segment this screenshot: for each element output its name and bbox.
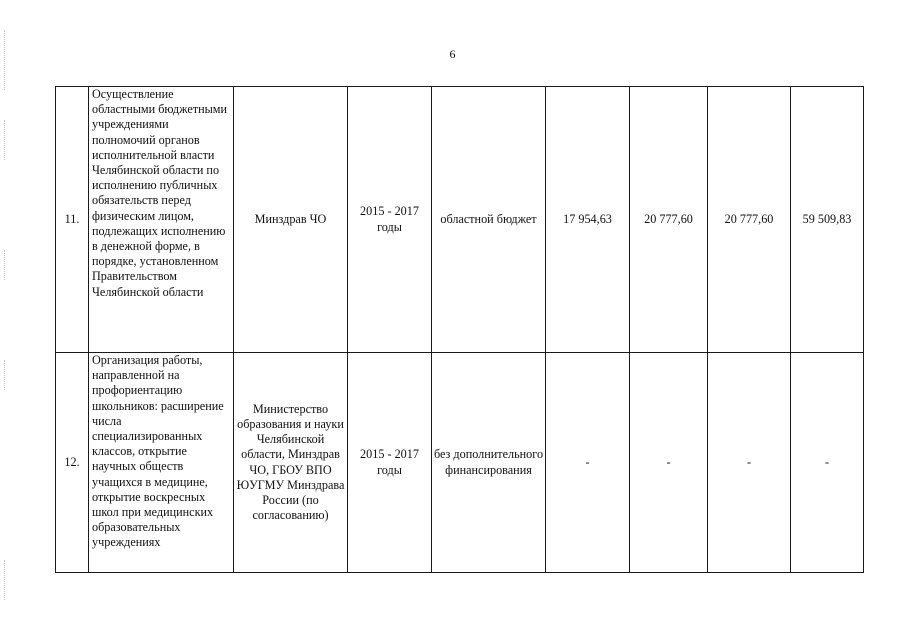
program-activities-table: [55, 86, 864, 573]
amount-total-cell: -: [791, 353, 864, 573]
period-cell: 2015 - 2017 годы: [348, 353, 432, 573]
amount-2015-cell: -: [546, 353, 630, 573]
page-number: 6: [449, 47, 456, 61]
event-description-cell: Организация работы, направленной на профориентацию школьников: расширение числа специализированных классов, открытие научных обществ учащихся в медицине, открытие воскресных школ при медицинских образовательных учреждениях: [89, 353, 234, 573]
amount-2016-cell: 20 777,60: [630, 87, 708, 353]
period-cell: 2015 - 2017 годы: [348, 87, 432, 353]
executor-cell: Министерство образования и науки Челябинской области, Минздрав ЧО, ГБОУ ВПО ЮУГМУ Минздрава России (по согласованию): [234, 353, 348, 573]
scan-edge-mark: [4, 560, 8, 600]
funding-source-cell: областной бюджет: [432, 87, 546, 353]
amount-2017-cell: -: [708, 353, 791, 573]
table-row: [56, 87, 864, 353]
amount-total-cell: 59 509,83: [791, 87, 864, 353]
executor-cell: Минздрав ЧО: [234, 87, 348, 353]
row-number-cell: 11.: [56, 87, 89, 353]
amount-2016-cell: -: [630, 353, 708, 573]
scan-edge-mark: [4, 120, 8, 160]
funding-source-cell: без дополнительного финансирования: [432, 353, 546, 573]
amount-2017-cell: 20 777,60: [708, 87, 791, 353]
scan-edge-mark: [4, 250, 8, 280]
event-description-cell: Осуществление областными бюджетными учреждениями полномочий органов исполнительной власти Челябинской области по исполнению публичных обязательств перед физическим лицом, подлежащих исполнению в денежной форме, в порядке, установленном Правительством Челябинской области: [89, 87, 234, 353]
scan-edge-mark: [4, 360, 8, 390]
row-number-cell: 12.: [56, 353, 89, 573]
amount-2015-cell: 17 954,63: [546, 87, 630, 353]
table-row: [56, 353, 864, 573]
